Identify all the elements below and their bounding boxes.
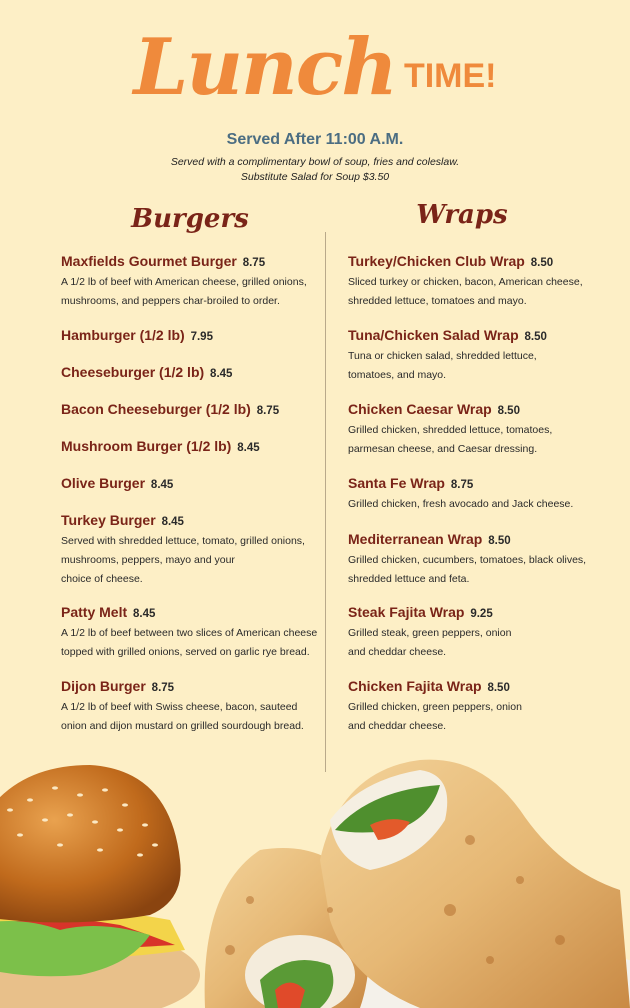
item-price: 8.45 — [161, 516, 184, 528]
item-description: Served with shredded lettuce, tomato, grilled onions, — [61, 535, 305, 547]
wrap-image — [205, 760, 630, 1008]
item-description: Grilled chicken, cucumbers, tomatoes, black olives, — [348, 554, 587, 566]
item-name — [348, 530, 618, 550]
item-price: 9.25 — [470, 608, 493, 620]
item-description: A 1/2 lb of beef with American cheese, grilled onions, — [61, 276, 307, 288]
item-description: mushrooms, peppers, mayo and your — [61, 554, 235, 566]
item-name — [61, 400, 331, 420]
item-price: 8.50 — [488, 535, 511, 547]
item-description: Tuna or chicken salad, shredded lettuce, — [348, 350, 537, 362]
item-description: choice of cheese. — [61, 573, 143, 585]
title-lunch: Lunch — [133, 22, 396, 113]
item-title: Chicken Caesar Wrap — [348, 401, 492, 417]
menu-item — [348, 603, 618, 662]
item-price: 8.50 — [530, 257, 554, 269]
burger-image — [0, 765, 200, 1008]
item-name — [61, 437, 331, 457]
item-price: 7.95 — [190, 331, 213, 343]
item-description: parmesan cheese, and Caesar dressing. — [348, 443, 538, 455]
menu-item — [348, 677, 618, 736]
item-name — [348, 400, 618, 420]
item-price: 8.50 — [487, 682, 510, 694]
item-description: A 1/2 lb of beef with Swiss cheese, bacon, sauteed — [61, 701, 298, 713]
menu-item — [61, 363, 331, 383]
item-title: Mushroom Burger (1/2 lb) — [61, 438, 232, 454]
item-description: tomatoes, and mayo. — [348, 369, 447, 381]
item-description: topped with grilled onions, served on garlic rye bread. — [61, 646, 310, 658]
menu-item — [348, 252, 618, 311]
item-title: Turkey Burger — [61, 512, 156, 528]
item-title: Hamburger (1/2 lb) — [61, 327, 185, 343]
item-title: Patty Melt — [61, 604, 128, 620]
menu-item — [61, 511, 331, 589]
item-price: 8.75 — [151, 682, 175, 694]
menu-item — [348, 326, 618, 385]
item-title: Santa Fe Wrap — [348, 475, 445, 491]
item-description: shredded lettuce and feta. — [348, 573, 470, 585]
food-illustration — [0, 750, 630, 1008]
item-description: A 1/2 lb of beef between two slices of American cheese — [61, 627, 318, 639]
item-description: mushrooms, and peppers char-broiled to order. — [61, 295, 280, 307]
item-name — [61, 677, 331, 697]
menu-item — [61, 603, 331, 662]
item-price: 8.75 — [242, 257, 266, 269]
item-name — [348, 252, 618, 272]
menu-item — [61, 677, 331, 736]
item-description: Grilled chicken, shredded lettuce, tomatoes, — [348, 424, 553, 436]
item-description: Grilled chicken, fresh avocado and Jack cheese. — [348, 498, 574, 510]
item-name — [348, 677, 618, 697]
menu-item — [61, 252, 331, 311]
item-price: 8.75 — [450, 479, 474, 491]
item-name — [348, 603, 618, 623]
menu-title — [0, 22, 630, 113]
item-price: 8.75 — [256, 405, 280, 417]
item-title: Bacon Cheeseburger (1/2 lb) — [61, 401, 251, 417]
item-title: Cheeseburger (1/2 lb) — [61, 364, 205, 380]
item-name — [61, 252, 331, 272]
item-title: Chicken Fajita Wrap — [348, 678, 482, 694]
item-name — [61, 474, 331, 494]
menu-item — [61, 474, 331, 494]
item-name — [61, 511, 331, 531]
menu-item — [61, 437, 331, 457]
item-price: 8.45 — [210, 368, 233, 380]
menu-item — [61, 326, 331, 346]
item-price: 8.45 — [133, 608, 156, 620]
burgers-heading: Burgers — [131, 204, 249, 234]
item-title: Mediterranean Wrap — [348, 531, 483, 547]
item-description: Grilled steak, green peppers, onion — [348, 627, 512, 639]
item-title: Turkey/Chicken Club Wrap — [348, 253, 525, 269]
item-description: and cheddar cheese. — [348, 646, 447, 658]
item-description: shredded lettuce, tomatoes and mayo. — [348, 295, 527, 307]
item-title: Olive Burger — [61, 475, 146, 491]
item-name — [348, 474, 618, 494]
menu-item — [61, 400, 331, 420]
item-title: Maxfields Gourmet Burger — [61, 253, 237, 269]
menu-item — [348, 400, 618, 459]
item-description: onion and dijon mustard on grilled sourdough bread. — [61, 720, 304, 732]
item-price: 8.45 — [237, 442, 260, 454]
item-title: Dijon Burger — [61, 678, 146, 694]
item-name — [61, 326, 331, 346]
menu-item — [348, 530, 618, 589]
item-name — [348, 326, 618, 346]
title-time: TIME! — [403, 57, 497, 95]
item-name — [61, 363, 331, 383]
note-line-2: Substitute Salad for Soup $3.50 — [240, 171, 390, 183]
item-description: Grilled chicken, green peppers, onion — [348, 701, 522, 713]
served-time: Served After 11:00 A.M. — [226, 131, 404, 148]
item-price: 8.50 — [524, 331, 547, 343]
item-title: Tuna/Chicken Salad Wrap — [348, 327, 519, 343]
item-price: 8.45 — [150, 479, 174, 491]
item-price: 8.50 — [497, 405, 520, 417]
item-name — [61, 603, 331, 623]
item-description: Sliced turkey or chicken, bacon, American cheese, — [348, 276, 583, 288]
menu-note — [0, 155, 630, 185]
note-line-1: Served with a complimentary bowl of soup, fries and coleslaw. — [170, 156, 460, 168]
item-description: and cheddar cheese. — [348, 720, 447, 732]
wraps-heading: Wraps — [416, 200, 508, 230]
item-title: Steak Fajita Wrap — [348, 604, 465, 620]
menu-item — [348, 474, 618, 514]
